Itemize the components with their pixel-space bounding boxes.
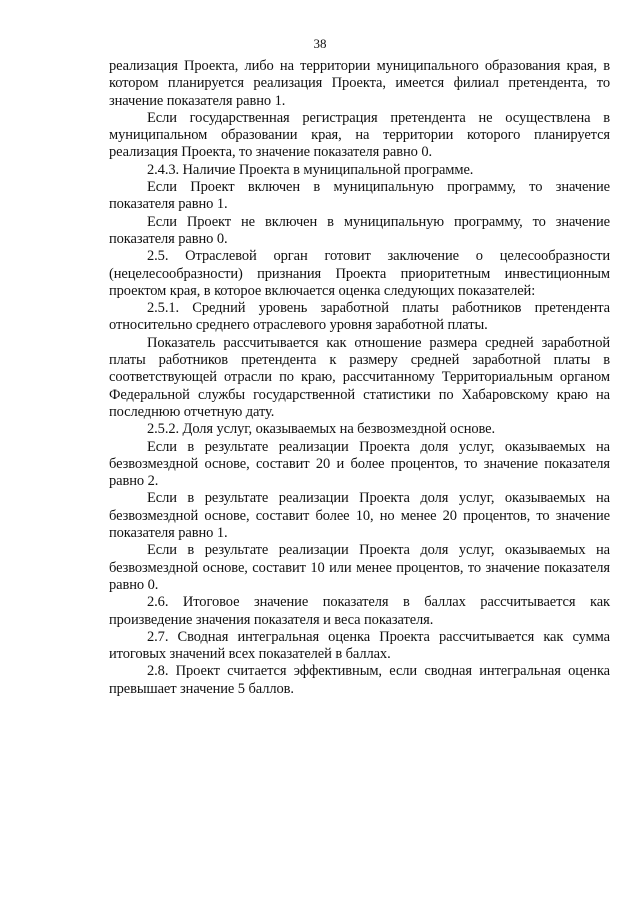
paragraph: 2.7. Сводная интегральная оценка Проекта рассчитывается как сумма итоговых значений всех показателей в баллах. [109,628,610,663]
paragraph: Если Проект включен в муниципальную программу, то значение показателя равно 1. [109,179,610,213]
paragraph: 2.5.2. Доля услуг, оказываемых на безвозмездной основе. [147,421,496,438]
paragraph: 2.6. Итоговое значение показателя в баллах рассчитывается как произведение значения показателя и веса показателя. [109,594,610,628]
paragraph: Если в результате реализации Проекта доля услуг, оказываемых на безвозмездной основе, составит 20 и более процентов, то значение показателя равно 2. [109,438,610,490]
page-number: 38 [313,36,327,51]
paragraph: Если государственная регистрация претендента не осуществлена в муниципальном образовании края, на территории которого планируется реализация Проекта, то значение показателя равно 0. [109,109,610,161]
document-body [109,58,610,698]
paragraph: Если Проект не включен в муниципальную программу, то значение показателя равно 0. [109,213,610,247]
paragraph: 2.8. Проект считается эффективным, если сводная интегральная оценка превышает значение 5 баллов. [109,663,610,697]
paragraph: Если в результате реализации Проекта доля услуг, оказываемых на безвозмездной основе, составит более 10, но менее 20 процентов, то значение показателя равно 1. [109,490,610,542]
paragraph: 2.5.1. Средний уровень заработной платы работников претендента относительно среднего отраслевого уровня заработной платы. [109,300,610,334]
paragraph: Если в результате реализации Проекта доля услуг, оказываемых на безвозмездной основе, составит 10 или менее процентов, то значение показателя равно 0. [109,542,610,593]
paragraph: Показатель рассчитывается как отношение размера средней заработной платы работников претендента к размеру средней заработной платы в соответствующей отрасли по краю, рассчитанному Территориальным органом Федеральной службы государственной статистики по Хабаровскому краю на последнюю отчетную дату. [109,334,610,420]
paragraph: 2.5. Отраслевой орган готовит заключение о целесообразности (нецелесообразности) признания Проекта приоритетным инвестиционным проектом края, в которое включается оценка следующих показателей: [109,248,610,299]
paragraph: 2.4.3. Наличие Проекта в муниципальной программе. [147,161,474,178]
paragraph: реализация Проекта, либо на территории муниципального образования края, в котором планируется реализация Проекта, имеется филиал претендента, то значение показателя равно 1. [109,58,610,109]
